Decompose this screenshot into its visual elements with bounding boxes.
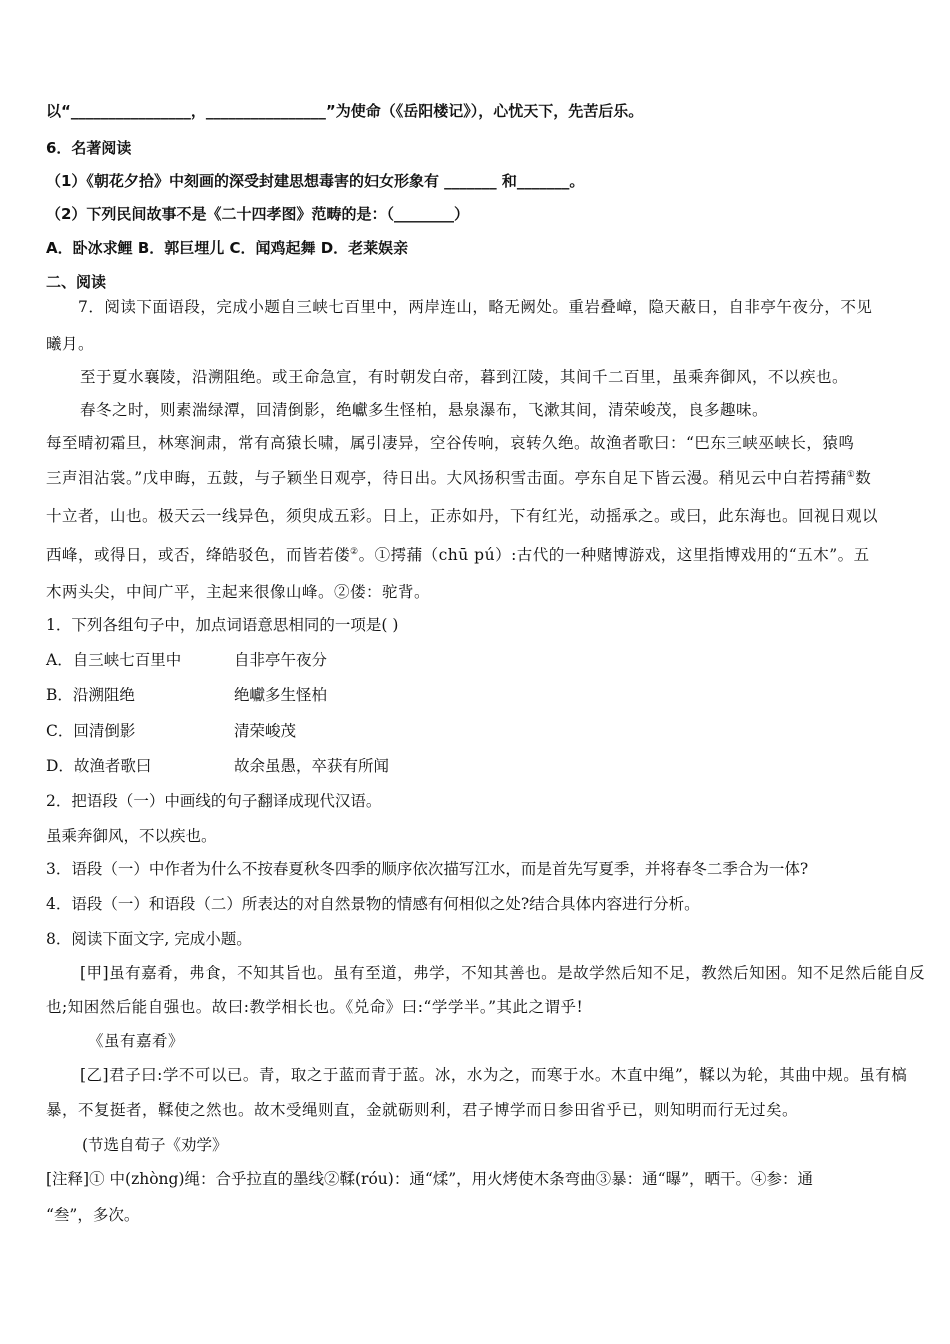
passage-text: 三声泪沾裳。”戊申晦，五鼓，与子颖坐日观亭，待日出。大风扬积雪击面。亭东自足下皆云漫。稍见云中白若摴蒱 xyxy=(46,469,847,487)
question-6-part-2: （2）下列民间故事不是《二十四孝图》范畴的是：（________） xyxy=(46,205,469,223)
passage-line: 曦月。 xyxy=(46,335,95,353)
sub-question-2-sentence: 虽乘奔御风，不以疾也。 xyxy=(46,827,217,845)
passage-text: 。①摴蒱（chū pú）:古代的一种赌博游戏，这里指博戏用的“五木”。五 xyxy=(358,546,870,564)
passage-text: 数 xyxy=(855,469,872,487)
sub-question-2: 2．把语段（一）中画线的句子翻译成现代汉语。 xyxy=(46,792,382,810)
annotation-line: [注释]① 中(zhòng)绳：合乎拉直的墨线②鞣(róu)：通“煣”，用火烤使木条弯曲③暴：通“曝”，晒干。④参：通 xyxy=(46,1170,814,1188)
passage-yi-source: (节选自荀子《劝学》 xyxy=(82,1136,228,1154)
option-d-left: D．故渔者歌曰 xyxy=(46,757,152,775)
question-6-title: 6．名著阅读 xyxy=(46,139,132,157)
passage-text: 西峰，或得日，或否，绛皓驳色，而皆若偻 xyxy=(46,546,351,564)
sub-question-3: 3．语段（一）中作者为什么不按春夏秋冬四季的顺序依次描写江水，而是首先写夏季，并将春冬二季合为一体? xyxy=(46,860,809,878)
option-c-right: 清荣峻茂 xyxy=(234,722,297,740)
passage-jia-line: 也;知困然后能自强也。故曰:教学相长也。《兑命》曰:“学学半。”其此之谓乎! xyxy=(46,998,584,1016)
option-b-left: B．沿溯阻绝 xyxy=(46,686,135,704)
passage-yi-line: 暴，不复挺者，鞣使之然也。故木受绳则直，金就砺则利，君子博学而日参田省乎已，则知明而行无过矣。 xyxy=(46,1101,799,1119)
question-7-passage-line: 7．阅读下面语段，完成小题自三峡七百里中，两岸连山，略无阙处。重岩叠嶂，隐天蔽日，自非亭午夜分，不见 xyxy=(78,298,873,316)
yueyanglou-fill-blank: 以“________________，________________”为使命（《岳阳楼记》），心忧天下，先苦后乐。 xyxy=(46,102,644,120)
question-6-part-1: （1）《朝花夕拾》中刻画的深受封建思想毒害的妇女形象有 _______ 和_______。 xyxy=(46,172,585,190)
option-a-right: 自非亭午夜分 xyxy=(234,651,328,669)
question-6-options: A．卧冰求鲤 B．郭巨埋儿 C．闻鸡起舞 D．老莱娱亲 xyxy=(46,239,409,257)
sub-question-1: 1．下列各组句子中，加点词语意思相同的一项是( ) xyxy=(46,616,399,634)
passage-line: 春冬之时，则素湍绿潭，回清倒影，绝巘多生怪柏，悬泉瀑布，飞漱其间，清荣峻茂，良多趣味。 xyxy=(80,401,769,419)
question-8-title: 8．阅读下面文字, 完成小题。 xyxy=(46,930,252,948)
passage-line: 十立者，山也。极天云一线异色，须臾成五彩。日上，正赤如丹，下有红光，动摇承之。或曰，此东海也。回视日观以 xyxy=(46,507,879,525)
footnote-mark: ② xyxy=(350,546,359,557)
option-b-right: 绝巘多生怪柏 xyxy=(234,686,328,704)
option-c-left: C．回清倒影 xyxy=(46,722,136,740)
option-c xyxy=(46,720,910,742)
option-d xyxy=(46,755,910,777)
passage-line xyxy=(46,467,910,489)
option-d-right: 故余虽愚，卒获有所闻 xyxy=(234,757,390,775)
passage-line: 每至晴初霜旦，林寒涧肃，常有高猿长啸，属引凄异，空谷传响，哀转久绝。故渔者歌曰：“巴东三峡巫峡长，猿鸣 xyxy=(46,434,855,452)
sub-question-4: 4．语段（一）和语段（二）所表达的对自然景物的情感有何相似之处?结合具体内容进行分析。 xyxy=(46,895,700,913)
option-a-left: A．自三峡七百里中 xyxy=(46,651,182,669)
passage-line: 木两头尖，中间广平，主起来很像山峰。②偻：驼背。 xyxy=(46,583,431,601)
passage-jia-source: 《虽有嘉肴》 xyxy=(88,1032,185,1050)
option-b xyxy=(46,684,910,706)
passage-yi-line: [乙]君子曰:学不可以已。青，取之于蓝而青于蓝。冰，水为之，而寒于水。木直中绳”，鞣以为轮，其曲中规。虽有槁 xyxy=(80,1066,908,1084)
section-reading-heading: 二、阅读 xyxy=(46,273,107,291)
passage-line: 至于夏水襄陵，沿溯阻绝。或王命急宣，有时朝发白帝，暮到江陵，其间千二百里，虽乘奔御风，不以疾也。 xyxy=(80,368,849,386)
passage-line xyxy=(46,544,910,566)
annotation-line: “叁”，多次。 xyxy=(46,1206,140,1224)
passage-jia-line: [甲]虽有嘉肴，弗食，不知其旨也。虽有至道，弗学，不知其善也。是故学然后知不足，教然后知困。知不足然后能自反 xyxy=(80,964,926,982)
footnote-mark: ① xyxy=(846,469,856,480)
option-a xyxy=(46,649,910,671)
